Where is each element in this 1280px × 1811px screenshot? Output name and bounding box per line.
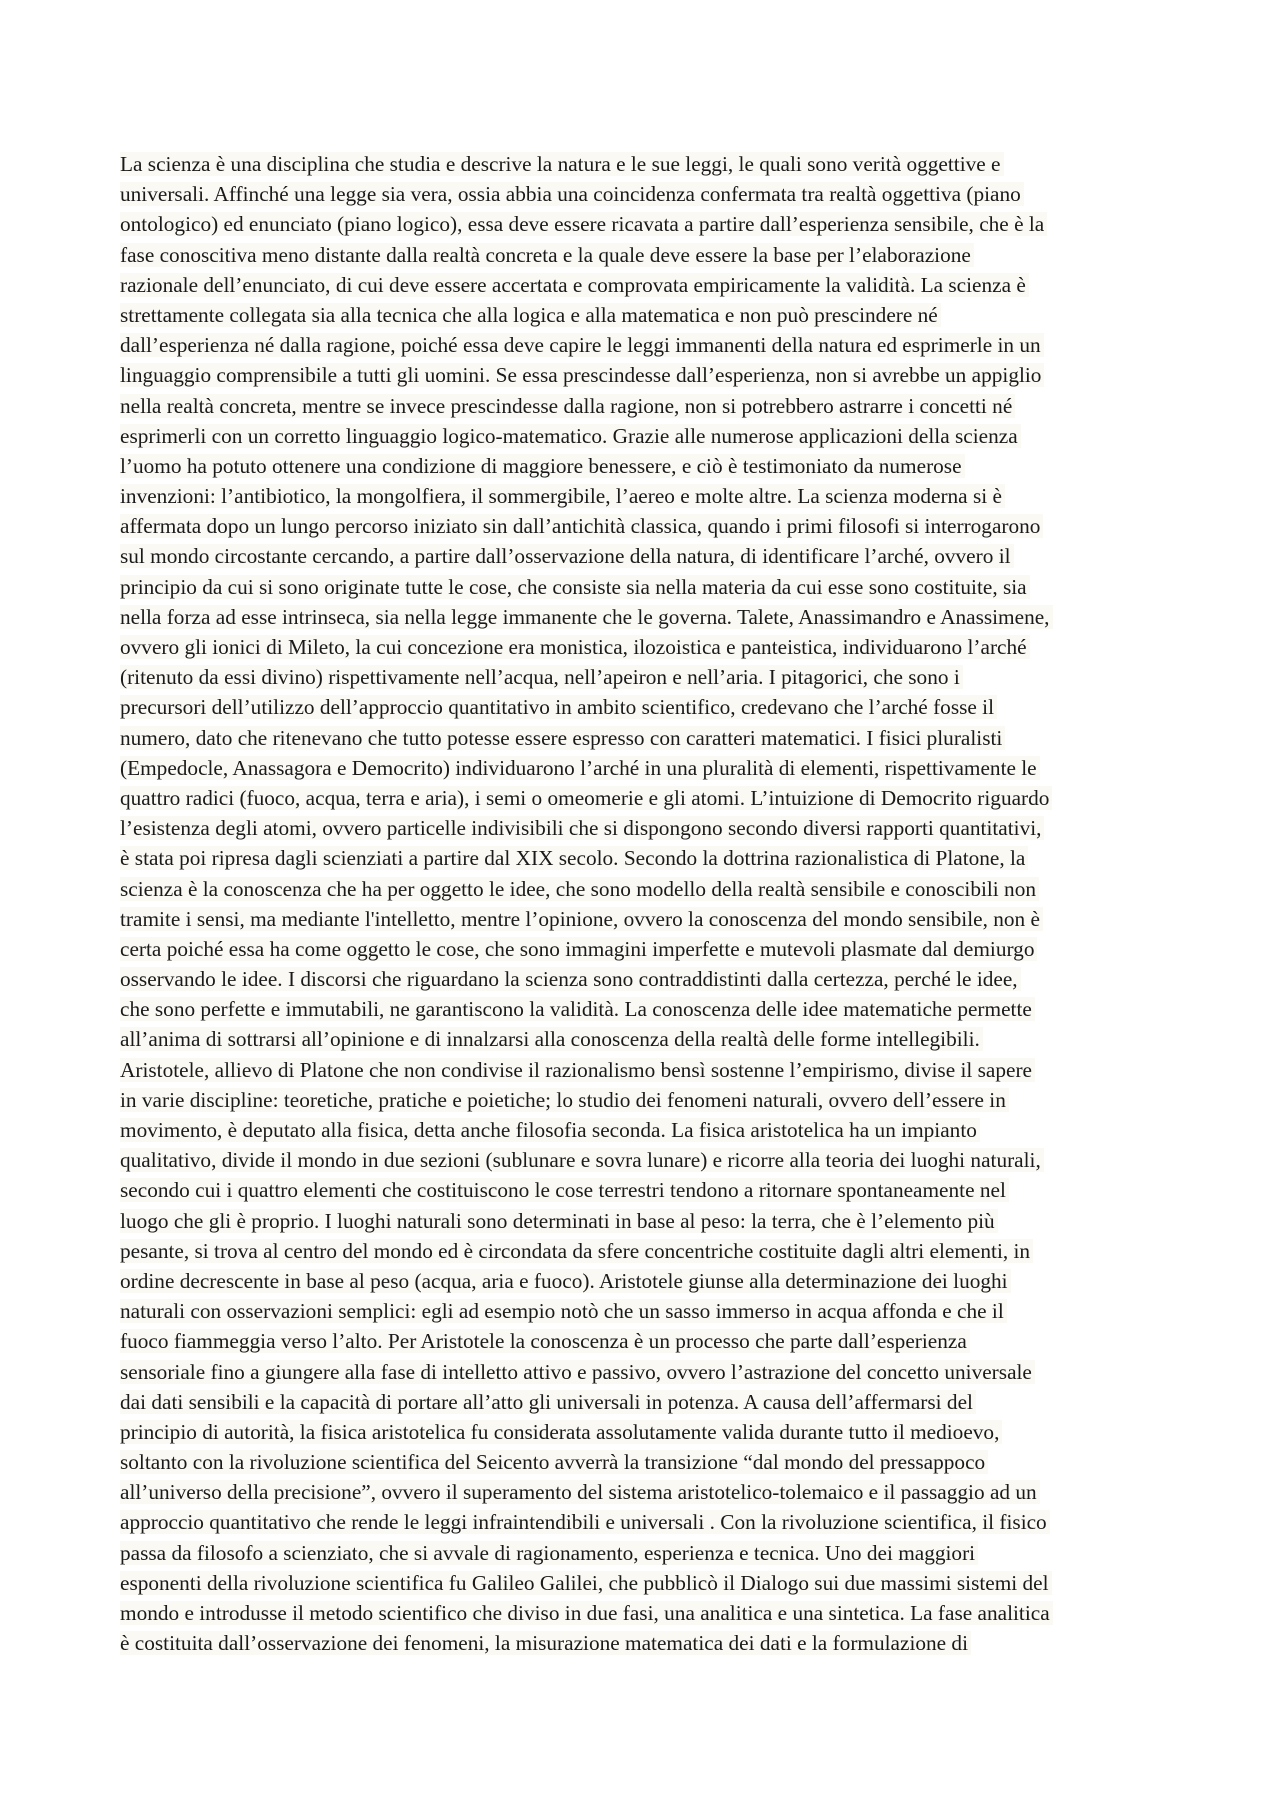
text-line-content: (Empedocle, Anassagora e Democrito) individuarono l’arché in una pluralità di elementi, rispettivamente le <box>120 756 1040 780</box>
text-line <box>120 1085 1180 1115</box>
text-line <box>120 1568 1180 1598</box>
text-line <box>120 964 1180 994</box>
text-line <box>120 843 1180 873</box>
text-line-content: (ritenuto da essi divino) rispettivamente nell’acqua, nell’apeiron e nell’aria. I pitagorici, che sono i <box>120 665 963 689</box>
body-text <box>120 149 1180 1658</box>
text-line <box>120 934 1180 964</box>
text-line <box>120 904 1180 934</box>
text-line <box>120 270 1180 300</box>
text-line-content: La scienza è una disciplina che studia e descrive la natura e le sue leggi, le quali sono verità oggettive e <box>120 152 1004 176</box>
text-line <box>120 511 1180 541</box>
text-line-content: osservando le idee. I discorsi che riguardano la scienza sono contraddistinti dalla certezza, perché le idee, <box>120 967 1021 991</box>
text-line-content: che sono perfette e immutabili, ne garantiscono la validità. La conoscenza delle idee matematiche permette <box>120 997 1035 1021</box>
text-line <box>120 813 1180 843</box>
text-line-content: naturali con osservazioni semplici: egli ad esempio notò che un sasso immerso in acqua affonda e che il <box>120 1299 1007 1323</box>
text-line-content: razionale dell’enunciato, di cui deve essere accertata e comprovata empiricamente la validità. La scienza è <box>120 273 1029 297</box>
text-line <box>120 1145 1180 1175</box>
text-line <box>120 723 1180 753</box>
text-line-content: in varie discipline: teoretiche, pratiche e poietiche; lo studio dei fenomeni naturali, ovvero dell’essere in <box>120 1088 1009 1112</box>
text-line-content: passa da filosofo a scienziato, che si avvale di ragionamento, esperienza e tecnica. Uno dei maggiori <box>120 1541 978 1565</box>
text-line-content: esprimerli con un corretto linguaggio logico-matematico. Grazie alle numerose applicazioni della scienza <box>120 424 1021 448</box>
text-line <box>120 662 1180 692</box>
text-line-content: linguaggio comprensibile a tutti gli uomini. Se essa prescindesse dall’esperienza, non si avrebbe un appiglio <box>120 363 1044 387</box>
text-line-content: sensoriale fino a giungere alla fase di intelletto attivo e passivo, ovvero l’astrazione del concetto universale <box>120 1360 1035 1384</box>
text-line <box>120 240 1180 270</box>
text-line-content: fase conoscitiva meno distante dalla realtà concreta e la quale deve essere la base per l’elaborazione <box>120 243 974 267</box>
text-line-content: Aristotele, allievo di Platone che non condivise il razionalismo bensì sostenne l’empirismo, divise il sapere <box>120 1058 1035 1082</box>
text-line-content: principio di autorità, la fisica aristotelica fu considerata assolutamente valida durante tutto il medioevo, <box>120 1420 1002 1444</box>
text-line <box>120 1206 1180 1236</box>
text-line <box>120 1024 1180 1054</box>
text-line <box>120 1266 1180 1296</box>
text-line <box>120 1598 1180 1628</box>
text-line <box>120 874 1180 904</box>
text-line-content: ovvero gli ionici di Mileto, la cui concezione era monistica, ilozoistica e panteistica, individuarono l’arché <box>120 635 1030 659</box>
text-line <box>120 1417 1180 1447</box>
text-line <box>120 179 1180 209</box>
text-line <box>120 1115 1180 1145</box>
text-line-content: soltanto con la rivoluzione scientifica del Seicento avverrà la transizione “dal mondo del pressappoco <box>120 1450 988 1474</box>
text-line-content: quattro radici (fuoco, acqua, terra e aria), i semi o omeomerie e gli atomi. L’intuizione di Democrito riguardo <box>120 786 1052 810</box>
text-line <box>120 783 1180 813</box>
text-line-content: tramite i sensi, ma mediante l'intelletto, mentre l’opinione, ovvero la conoscenza del mondo sensibile, non è <box>120 907 1043 931</box>
text-line-content: affermata dopo un lungo percorso iniziato sin dall’antichità classica, quando i primi filosofi si interrogarono <box>120 514 1043 538</box>
text-line-content: fuoco fiammeggia verso l’alto. Per Aristotele la conoscenza è un processo che parte dall’esperienza <box>120 1329 970 1353</box>
text-line-content: l’uomo ha potuto ottenere una condizione di maggiore benessere, e ciò è testimoniato da numerose <box>120 454 965 478</box>
text-line-content: movimento, è deputato alla fisica, detta anche filosofia seconda. La fisica aristotelica ha un impianto <box>120 1118 980 1142</box>
text-line-content: invenzioni: l’antibiotico, la mongolfiera, il sommergibile, l’aereo e molte altre. La scienza moderna si è <box>120 484 1005 508</box>
text-line <box>120 1175 1180 1205</box>
text-line <box>120 209 1180 239</box>
text-line <box>120 1628 1180 1658</box>
text-line <box>120 994 1180 1024</box>
text-line-content: nella realtà concreta, mentre se invece prescindesse dalla ragione, non si potrebbero astrarre i concetti né <box>120 394 1015 418</box>
text-line-content: qualitativo, divide il mondo in due sezioni (sublunare e sovra lunare) e ricorre alla teoria dei luoghi naturali, <box>120 1148 1044 1172</box>
text-line <box>120 1387 1180 1417</box>
text-line-content: all’universo della precisione”, ovvero il superamento del sistema aristotelico-tolemaico e il passaggio ad un <box>120 1480 1040 1504</box>
text-line <box>120 1236 1180 1266</box>
text-line-content: certa poiché essa ha come oggetto le cose, che sono immagini imperfette e mutevoli plasmate dal demiurgo <box>120 937 1037 961</box>
text-line-content: scienza è la conoscenza che ha per oggetto le idee, che sono modello della realtà sensibile e conoscibili non <box>120 877 1039 901</box>
text-line <box>120 541 1180 571</box>
text-line-content: dai dati sensibili e la capacità di portare all’atto gli universali in potenza. A causa dell’affermarsi del <box>120 1390 976 1414</box>
text-line <box>120 149 1180 179</box>
text-line <box>120 1055 1180 1085</box>
text-line <box>120 1357 1180 1387</box>
text-line-content: esponenti della rivoluzione scientifica fu Galileo Galilei, che pubblicò il Dialogo sui due massimi sistemi del <box>120 1571 1052 1595</box>
text-line-content: precursori dell’utilizzo dell’approccio quantitativo in ambito scientifico, credevano che l’arché fosse il <box>120 695 997 719</box>
text-line-content: pesante, si trova al centro del mondo ed è circondata da sfere concentriche costituite dagli altri elementi, in <box>120 1239 1033 1263</box>
text-line <box>120 1507 1180 1537</box>
text-line <box>120 300 1180 330</box>
text-line-content: l’esistenza degli atomi, ovvero particelle indivisibili che si dispongono secondo diversi rapporti quantitativi, <box>120 816 1044 840</box>
text-line-content: è stata poi ripresa dagli scienziati a partire dal XIX secolo. Secondo la dottrina razionalistica di Platone, la <box>120 846 1028 870</box>
text-line-content: luogo che gli è proprio. I luoghi naturali sono determinati in base al peso: la terra, che è l’elemento più <box>120 1209 998 1233</box>
text-line <box>120 451 1180 481</box>
text-line-content: è costituita dall’osservazione dei fenomeni, la misurazione matematica dei dati e la formulazione di <box>120 1631 971 1655</box>
text-line <box>120 1447 1180 1477</box>
text-line-content: sul mondo circostante cercando, a partire dall’osservazione della natura, di identificare l’arché, ovvero il <box>120 544 1014 568</box>
text-line-content: mondo e introdusse il metodo scientifico che diviso in due fasi, una analitica e una sintetica. La fase analitica <box>120 1601 1053 1625</box>
text-line-content: strettamente collegata sia alla tecnica che alla logica e alla matematica e non può prescindere né <box>120 303 941 327</box>
text-line-content: numero, dato che ritenevano che tutto potesse essere espresso con caratteri matematici. I fisici pluralisti <box>120 726 1005 750</box>
text-line <box>120 1296 1180 1326</box>
text-line-content: approccio quantitativo che rende le leggi infraintendibili e universali . Con la rivoluzione scientifica, il fisico <box>120 1510 1050 1534</box>
text-line <box>120 391 1180 421</box>
text-line <box>120 1326 1180 1356</box>
text-line-content: principio da cui si sono originate tutte le cose, che consiste sia nella materia da cui esse sono costituite, sia <box>120 575 1030 599</box>
text-line-content: dall’esperienza né dalla ragione, poiché essa deve capire le leggi immanenti della natura ed esprimerle in un <box>120 333 1044 357</box>
text-line <box>120 602 1180 632</box>
text-line-content: secondo cui i quattro elementi che costituiscono le cose terrestri tendono a ritornare spontaneamente nel <box>120 1178 1009 1202</box>
text-line <box>120 360 1180 390</box>
text-line <box>120 330 1180 360</box>
text-line <box>120 1477 1180 1507</box>
text-line <box>120 421 1180 451</box>
text-line <box>120 481 1180 511</box>
text-line-content: ontologico) ed enunciato (piano logico), essa deve essere ricavata a partire dall’esperienza sensibile, che è la <box>120 212 1047 236</box>
text-line <box>120 572 1180 602</box>
text-line-content: ordine decrescente in base al peso (acqua, aria e fuoco). Aristotele giunse alla determinazione dei luoghi <box>120 1269 1011 1293</box>
text-line <box>120 692 1180 722</box>
text-line-content: universali. Affinché una legge sia vera, ossia abbia una coincidenza confermata tra realtà oggettiva (piano <box>120 182 1024 206</box>
text-line-content: nella forza ad esse intrinseca, sia nella legge immanente che le governa. Talete, Anassimandro e Anassimene, <box>120 605 1053 629</box>
text-line <box>120 753 1180 783</box>
text-line-content: all’anima di sottrarsi all’opinione e di innalzarsi alla conoscenza della realtà delle forme intellegibili. <box>120 1027 983 1051</box>
text-line <box>120 1538 1180 1568</box>
text-line <box>120 632 1180 662</box>
